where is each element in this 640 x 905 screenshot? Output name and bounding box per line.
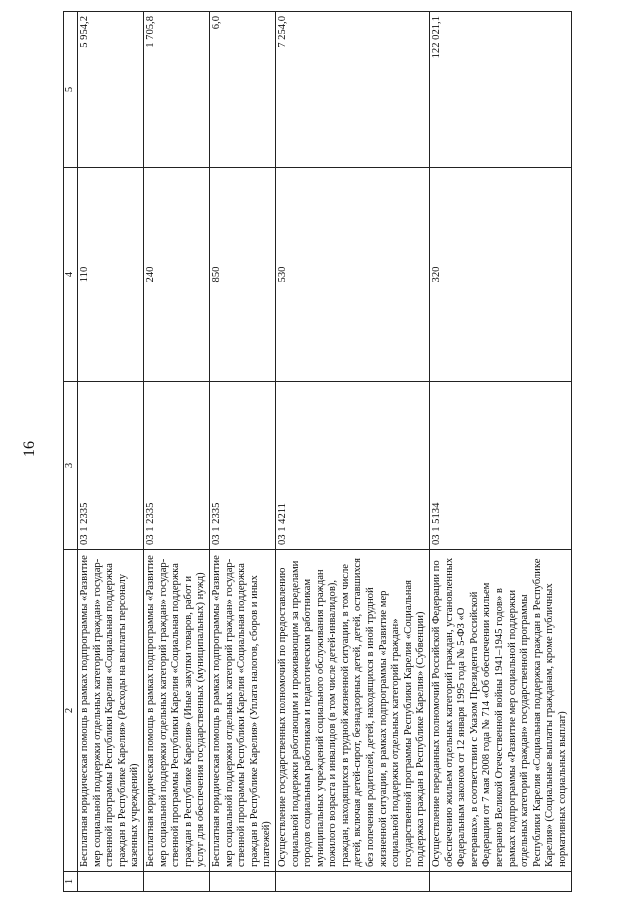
rotated-table-frame [63,12,615,892]
target-code-cell: 03 1 2335 [78,382,144,550]
expense-type-cell: 320 [430,168,572,382]
amount-cell: 7 254,0 [275,12,429,168]
description-cell: Бесплатная юридическая помощь в рамках подпрограммы «Развитие мер социальной поддержки отдельных категорий граждан» государственной программы Республики Карелия «Социальная поддержка граждан в Республике Карелия» (Иные закупки товаров, работ и услуг для обеспечения государственных (муниципальных) нужд) [143,550,209,872]
description-cell: Бесплатная юридическая помощь в рамках подпрограммы «Развитие мер социальной поддержки отдельных категорий граждан» государственной программы Республики Карелия «Социальная поддержка граждан в Республике Карелия» (Уплата налогов, сборов и иных платежей) [209,550,275,872]
table-row [143,12,209,892]
amount-cell: 122 021,1 [430,12,572,168]
target-code-cell: 03 1 4211 [275,382,429,550]
row-number-cell [78,872,144,892]
column-header: 4 [64,168,78,382]
table-row [275,12,429,892]
expense-type-cell: 850 [209,168,275,382]
row-number-cell [209,872,275,892]
table-row [430,12,572,892]
target-code-cell: 03 1 5134 [430,382,572,550]
column-header: 1 [64,872,78,892]
expense-type-cell: 530 [275,168,429,382]
column-header: 3 [64,382,78,550]
table-row [209,12,275,892]
row-number-cell [143,872,209,892]
row-number-cell [275,872,429,892]
description-cell: Бесплатная юридическая помощь в рамках подпрограммы «Развитие мер социальной поддержки отдельных категорий граждан» государственной программы Республики Карелия «Социальная поддержка граждан в Республике Карелия» (Расходы на выплаты персоналу казенных учреждений) [78,550,144,872]
column-number-row [64,12,78,892]
description-cell: Осуществление переданных полномочий Российской Федерации по обеспечению жильем отдельных категорий граждан, установленных Федеральным законом от 12 января 1995 года № 5-ФЗ «О ветеранах», в соответствии с Указом Президента Российской Федерации от 7 мая 2008 года № 714 «Об обеспечении жильем ветеранов Великой Отечественной войны 1941–1945 годов» в рамках подпрограммы «Развитие мер социальной поддержки отдельных категорий граждан» государственной программы Республики Карелия «Социальная поддержка граждан в Республике Карелия» (Социальные выплаты гражданам, кроме публичных нормативных социальных выплат) [430,550,572,872]
target-code-cell: 03 1 2335 [209,382,275,550]
expense-type-cell: 240 [143,168,209,382]
page-number: 16 [21,441,38,457]
description-cell: Осуществление государственных полномочий по предоставлению социальной поддержки работающим и проживающим за пределами городов социальным работникам и педагогическим работникам муниципальных учреждений социального обслуживания граждан пожилого возраста и инвалидов (в том числе детей-инвалидов), граждан, находящихся в трудной жизненной ситуации, в том числе детей, включая детей-сирот, безнадзорных детей, детей, оставшихся без попечения родителей, детей, находящихся в иной трудной жизненной ситуации, в рамках подпрограммы «Развитие мер социальной поддержки отдельных категорий граждан» государственной программы Республики Карелия «Социальная поддержка граждан в Республике Карелия» (Субвенции) [275,550,429,872]
column-header: 2 [64,550,78,872]
budget-table [63,11,572,892]
amount-cell: 6,0 [209,12,275,168]
target-code-cell: 03 1 2335 [143,382,209,550]
expense-type-cell: 110 [78,168,144,382]
amount-cell: 5 954,2 [78,12,144,168]
table-row [78,12,144,892]
column-header: 5 [64,12,78,168]
row-number-cell [430,872,572,892]
amount-cell: 1 705,8 [143,12,209,168]
